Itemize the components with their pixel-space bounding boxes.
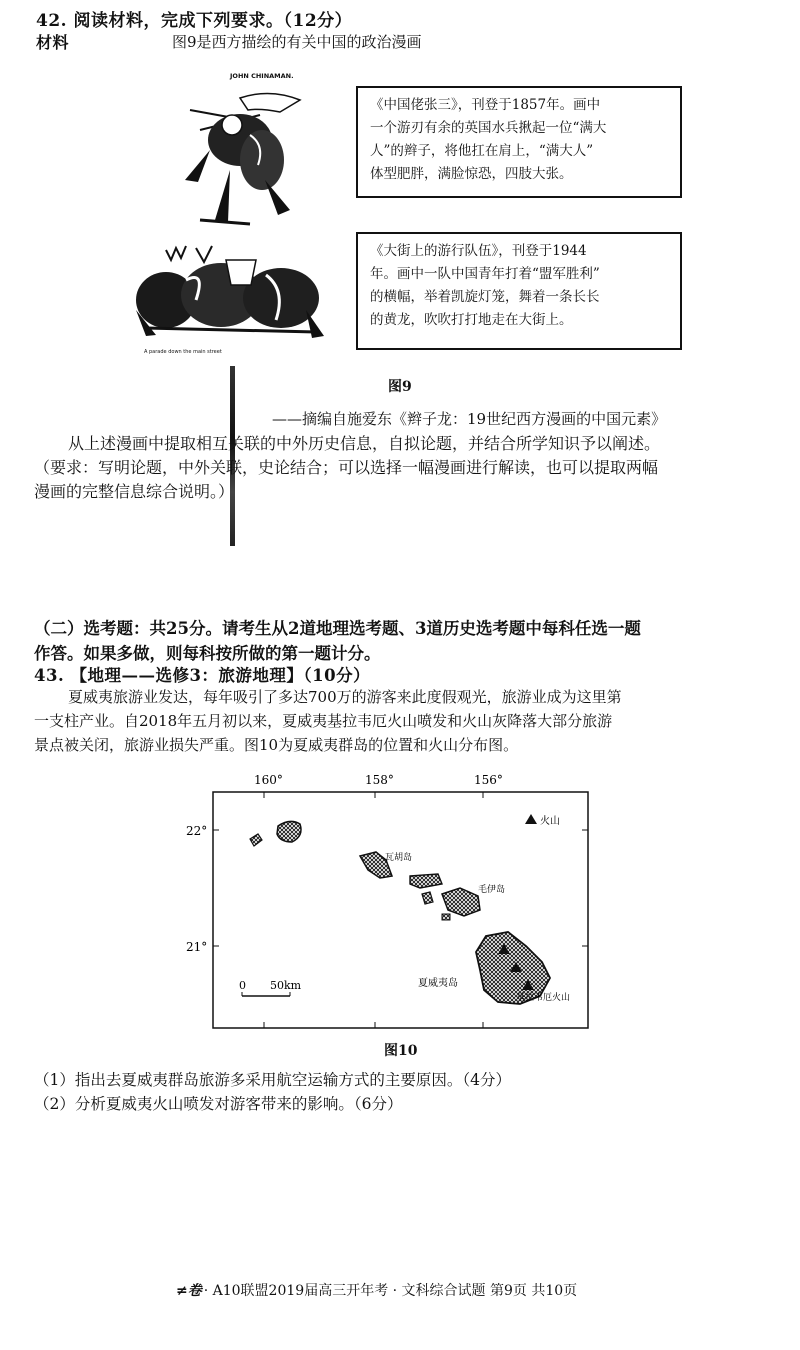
material-label: 材料 [36,33,70,52]
q42-heading: 42. 阅读材料，完成下列要求。（12分） [36,11,353,31]
island-kahoolawe [442,914,450,920]
cartoon1-caption-line: 《中国佬张三》，刊登于1857年。画中 [370,97,601,113]
volcano-label-kilauea: 基拉韦厄火山 [516,993,571,1003]
scale-label: 50km [270,979,302,992]
cartoon1-caption-line: 一个游刃有余的英国水兵揪起一位“满大 [370,120,607,136]
cartoon2-caption-box [356,232,682,350]
island-label-hawaii: 夏威夷岛 [418,978,458,989]
cartoon2-caption-line: 的横幅，举着凯旋灯笼，舞着一条长长 [370,289,600,305]
q43-para-line: 夏威夷旅游业发达，每年吸引了多达700万的游客来此度假观光，旅游业成为这里第 [68,688,622,706]
cartoon2-caption-line: 的黄龙，吹吹打打地走在大街上。 [370,312,573,328]
island-label-oahu: 瓦胡岛 [385,853,413,863]
cartoon1-header: JOHN CHINAMAN. [230,72,294,80]
q43-heading: 43. 【地理——选修3：旅游地理】（10分） [34,666,371,685]
q43-para-line: 景点被关闭，旅游业损失严重。图10为夏威夷群岛的位置和火山分布图。 [34,736,519,754]
q43-sub2: （2）分析夏威夷火山喷发对游客带来的影响。（6分） [34,1095,403,1113]
figure10-label: 图10 [384,1043,418,1059]
q42-task-line: 漫画的完整信息综合说明。） [34,482,235,501]
cartoon2-drawing [126,240,332,350]
q43-para-line: 一支柱产业。自2018年五月初以来，夏威夷基拉韦厄火山喷发和火山灰降落大部分旅游 [34,712,613,730]
material-intro: 图9是西方描绘的有关中国的政治漫画 [172,33,422,51]
cartoon2-caption-line: 年。画中一队中国青年打着“盟军胜利” [370,266,600,282]
island-label-maui: 毛伊岛 [478,885,506,895]
legend-label: 火山 [540,816,560,827]
footer-brand: ≠卷 [176,1283,202,1299]
cartoon-john-chinaman [170,70,320,230]
hawaii-map [180,764,610,1034]
q42-task-line: （要求：写明论题，中外关联，史论结合；可以选择一幅漫画进行解读，也可以提取两幅 [34,458,659,477]
footer-text: · A10联盟2019届高三开年考 · 文科综合试题 第9页 共10页 [203,1283,578,1299]
scale-zero: 0 [239,979,246,992]
cartoon1-caption-line: 体型肥胖，满脸惊恐，四肢大张。 [370,166,573,182]
cartoon1-drawing [170,70,320,230]
page-footer [176,1280,577,1300]
section2-instructions [34,616,641,666]
lon-label: 156° [474,773,503,787]
hawaii-map-svg [180,764,610,1034]
cartoon2-caption-line: 《大街上的游行队伍》，刊登于1944 [370,243,587,259]
island-kauai [277,821,301,842]
q43-paragraph [34,685,774,757]
figure9-source: ——摘编自施爱东《辫子龙：19世纪西方漫画的中国元素》 [272,410,667,428]
lat-label: 22° [186,824,208,838]
lat-label: 21° [186,940,208,954]
cartoon-parade [126,240,332,360]
figure9-label: 图9 [388,379,412,395]
cartoon2-footer: A parade down the main street [144,349,222,355]
cartoon1-caption-box [356,86,682,198]
q43-sub1: （1）指出去夏威夷群岛旅游多采用航空运输方式的主要原因。（4分） [34,1071,511,1089]
lon-label: 160° [254,773,283,787]
q42-task-line: 从上述漫画中提取相互关联的中外历史信息，自拟论题，并结合所学知识予以阐述。 [68,434,661,453]
lon-label: 158° [365,773,394,787]
section2-line: （二）选考题：共25分。请考生从2道地理选考题、3道历史选考题中每科任选一题 [34,619,641,638]
section2-line: 作答。如果多做，则每科按所做的第一题计分。 [34,644,381,663]
cartoon1-caption-line: 人”的辫子，将他扛在肩上，“满大人” [370,143,594,159]
